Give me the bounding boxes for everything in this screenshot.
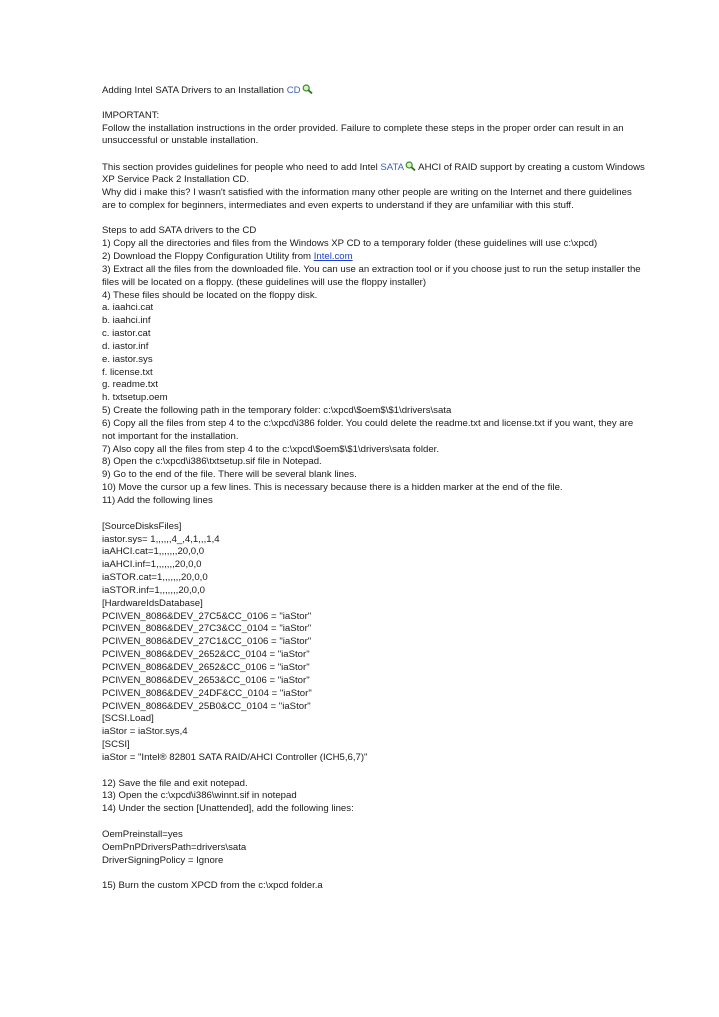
code-line: OemPreinstall=yes <box>102 828 183 840</box>
step-11: 11) Add the following lines <box>102 495 213 506</box>
step-10: 10) Move the cursor up a few lines. This is necessary because there is a hidden marker at the end of the file. <box>102 482 563 494</box>
code-line: iaStor = iaStor.sys,4 <box>102 726 188 738</box>
file-list-item: h. txtsetup.oem <box>102 392 168 404</box>
code-line: OemPnPDriversPath=drivers\sata <box>102 841 247 853</box>
step-14: 14) Under the section [Unattended], add the following lines: <box>102 803 354 815</box>
code-line: PCI\VEN_8086&DEV_2653&CC_0106 = "iaStor" <box>102 674 310 686</box>
document-body <box>102 84 662 893</box>
step-5: 5) Create the following path in the temporary folder: c:\xpcd\$oem$\$1\drivers\sata <box>102 405 452 417</box>
file-list-item: e. iastor.sys <box>102 353 153 365</box>
file-list-item: a. iaahci.cat <box>102 302 154 314</box>
important-text: Follow the installation instructions in the order provided. Failure to complete these steps in the proper order can result in an <box>102 122 624 134</box>
step-13: 13) Open the c:\xpcd\i386\winnt.sif in notepad <box>102 790 297 802</box>
document-title: Adding Intel SATA Drivers to an Installation CD <box>102 84 662 97</box>
step-1: 1) Copy all the directories and files from the Windows XP CD to a temporary folder (these guidelines will use c:\xpcd) <box>102 238 598 250</box>
code-line: PCI\VEN_8086&DEV_27C5&CC_0106 = "iaStor" <box>102 610 312 622</box>
step-4: 4) These files should be located on the floppy disk. <box>102 289 318 301</box>
step-12: 12) Save the file and exit notepad. <box>102 777 248 789</box>
file-list-item: g. readme.txt <box>102 379 158 391</box>
code-line: [SourceDisksFiles] <box>102 520 182 532</box>
code-line: iaSTOR.cat=1,,,,,,,20,0,0 <box>102 572 208 584</box>
important-text: unsuccessful or unstable installation. <box>102 135 259 147</box>
code-line: DriverSigningPolicy = Ignore <box>102 854 224 866</box>
code-line: iaStor = "Intel® 82801 SATA RAID/AHCI Controller (ICH5,6,7)" <box>102 751 368 763</box>
code-line: iastor.sys= 1,,,,,,4_,4,1,,,1,4 <box>102 533 220 545</box>
intro-paragraph: Why did i make this? I wasn't satisfied with the information many other people are writing on the Internet and there guidelines <box>102 186 632 198</box>
code-line: iaSTOR.inf=1,,,,,,,20,0,0 <box>102 584 206 596</box>
cd-highlight-link[interactable]: CD <box>286 85 301 96</box>
code-line: PCI\VEN_8086&DEV_25B0&CC_0104 = "iaStor" <box>102 700 311 712</box>
step-3: 3) Extract all the files from the downloaded file. You can use an extraction tool or if you choose just to run the setup installer the <box>102 263 641 275</box>
magnifier-icon[interactable] <box>302 84 313 94</box>
step-6: not important for the installation. <box>102 430 239 442</box>
step-3: files will be located on a floppy. (these guidelines will use the floppy installer) <box>102 276 427 288</box>
intel-link[interactable]: Intel.com <box>313 250 353 262</box>
code-line: iaAHCI.inf=1,,,,,,,20,0,0 <box>102 559 202 571</box>
step-15: 15) Burn the custom XPCD from the c:\xpcd folder.a <box>102 880 323 892</box>
file-list-item: f. license.txt <box>102 366 153 378</box>
step-2: 2) Download the Floppy Configuration Utility from Intel.com <box>102 250 353 262</box>
code-line: PCI\VEN_8086&DEV_2652&CC_0104 = "iaStor" <box>102 649 310 661</box>
code-line: PCI\VEN_8086&DEV_24DF&CC_0104 = "iaStor" <box>102 687 312 699</box>
step-8: 8) Open the c:\xpcd\i386\txtsetup.sif file in Notepad. <box>102 456 322 468</box>
code-line: iaAHCI.cat=1,,,,,,,20,0,0 <box>102 546 205 558</box>
step-9: 9) Go to the end of the file. There will be several blank lines. <box>102 469 357 481</box>
intro-paragraph: This section provides guidelines for people who need to add Intel SATA AHCI of RAID support by creating a custom Windows <box>102 162 645 174</box>
code-line: PCI\VEN_8086&DEV_27C1&CC_0106 = "iaStor" <box>102 636 312 648</box>
code-line: PCI\VEN_8086&DEV_2652&CC_0106 = "iaStor" <box>102 661 310 673</box>
intro-paragraph: XP Service Pack 2 Installation CD. <box>102 173 249 185</box>
important-heading: IMPORTANT: <box>102 109 160 121</box>
magnifier-icon[interactable] <box>405 161 416 171</box>
code-line: [SCSI.Load] <box>102 713 154 725</box>
code-line: PCI\VEN_8086&DEV_27C3&CC_0104 = "iaStor" <box>102 623 312 635</box>
file-list-item: b. iaahci.inf <box>102 315 151 327</box>
code-line: [SCSI] <box>102 739 130 751</box>
step-7: 7) Also copy all the files from step 4 to the c:\xpcd\$oem$\$1\drivers\sata folder. <box>102 443 440 455</box>
step-6: 6) Copy all the files from step 4 to the c:\xpcd\i386 folder. You could delete the readme.txt and license.txt if you want, they are <box>102 417 634 429</box>
steps-heading: Steps to add SATA drivers to the CD <box>102 225 257 237</box>
file-list-item: c. iastor.cat <box>102 328 151 340</box>
intro-paragraph: are to complex for beginners, intermediates and even experts to understand if they are unfamiliar with this stuff. <box>102 199 574 211</box>
code-line: [HardwareIdsDatabase] <box>102 597 203 609</box>
sata-highlight-link[interactable]: SATA <box>380 162 405 174</box>
file-list-item: d. iastor.inf <box>102 340 149 352</box>
